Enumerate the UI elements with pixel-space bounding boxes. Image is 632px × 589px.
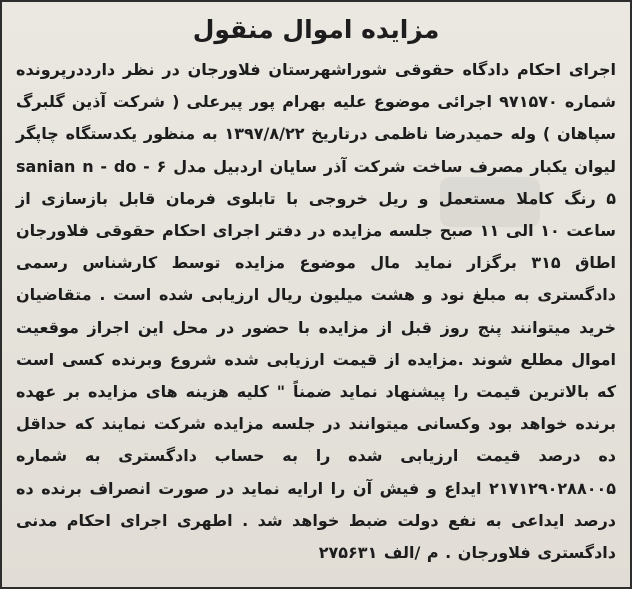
notice-content <box>16 10 616 577</box>
notice-body: اجرای احکام دادگاه حقوقی شوراشهرستان فلاورجان در نظر دارددرپرونده شماره ۹۷۱۵۷۰ اجرائی موضوع علیه بهرام پور پیرعلی ( شرکت آذین گلبرگ سپاهان ) وله حمیدرضا ناظمی درتاریخ ۱۳۹۷/۸/۲۲ به منظور یکدستگاه چاپگر لیوان یکبار مصرف ساخت شرکت آذر سایان اردبیل مدل ۶ - sanian n - do ۵ رنگ کاملا مستعمل و ریل خروجی با تابلوی فرمان قابل بازسازی از ساعت ۱۰ الی ۱۱ صبح جلسه مزایده در دفتر اجرای احکام حقوقی فلاورجان اطاق ۳۱۵ برگزار نماید مال موضوع مزایده توسط کارشناس رسمی دادگستری به مبلغ نود و هشت میلیون ریال ارزیابی شده است . متقاضیان خرید میتوانند پنج روز قبل از مزایده با حضور در محل این اجراز موقعیت اموال مطلع شوند .مزایده از قیمت ارزیابی شده شروع وبرنده کسی است که بالاترین قیمت را پیشنهاد نماید ضمناً " کلیه هزینه های مزایده بر عهده برنده خواهد بود وکسانی میتوانند در جلسه مزایده شرکت نمایند که حداقل ده درصد قیمت ارزیابی شده را به حساب دادگستری به شماره ۲۱۷۱۲۹۰۲۸۸۰۰۵ ایداع و فیش آن را ارایه نماید در صورت انصراف برنده ده درصد ایداعی به نفع دولت ضبط خواهد شد . اطهری اجرای احکام مدنی دادگستری فلاورجان . م /الف ۲۷۵۶۳۱ <box>16 60 617 563</box>
notice-title: مزایده اموال منقول <box>192 15 440 44</box>
